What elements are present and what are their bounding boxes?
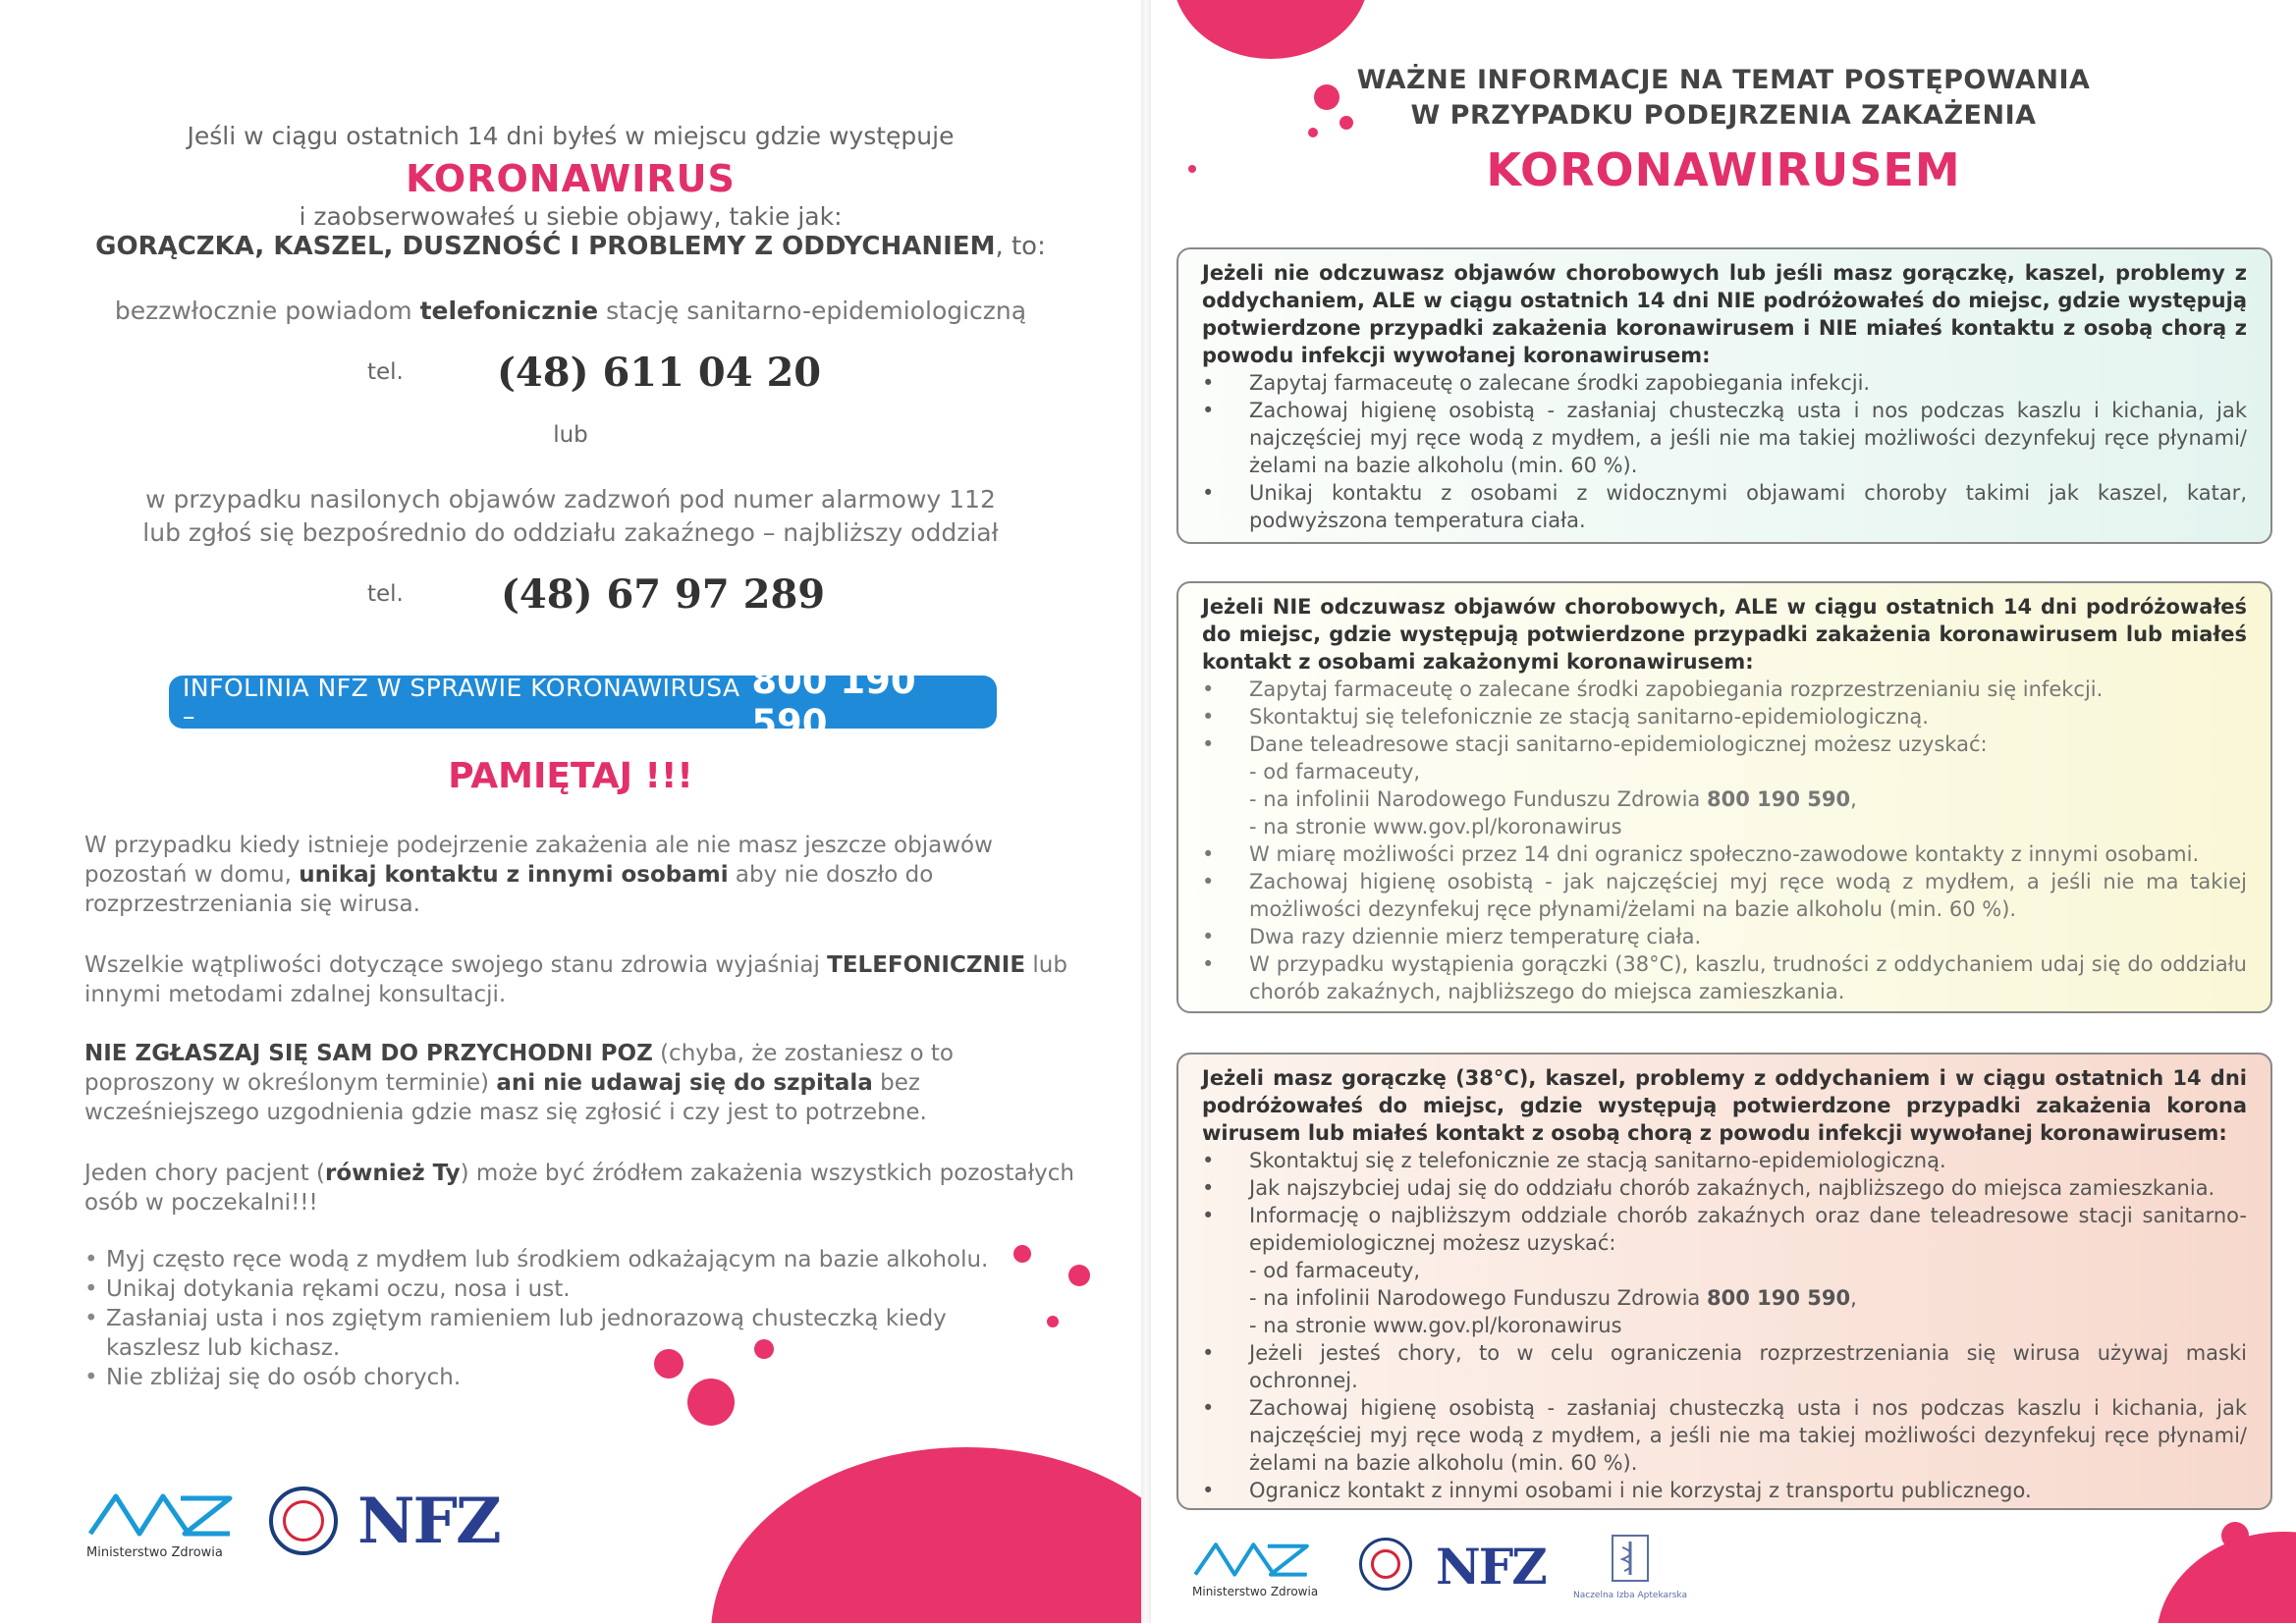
list-item: • Jeżeli jesteś chory, to w celu ograniczenia rozprzestrzeniania się wirusa używaj maski ochronnej.: [1202, 1339, 2247, 1394]
sub-item: [1202, 1284, 2247, 1312]
paragraph-infection-source: [84, 1159, 1086, 1217]
list-item: • Zachowaj higienę osobistą - zasłaniaj chusteczką usta i nos podczas kaszlu i kichania, jak najczęściej myj ręce wodą z mydłem, a jeśli nie ma takiej możliwości dezynfekuj ręce płynami/żelami na bazie alkoholu (min. 60 %).: [1202, 397, 2247, 479]
infoline-number: 800 190 590: [1706, 1286, 1851, 1310]
sub-item: - od farmaceuty,: [1249, 760, 1421, 784]
box-heading: Jeżeli nie odczuwasz objawów chorobowych lub jeśli masz gorączkę, kaszel, problemy z oddychaniem, ALE w ciągu ostatnich 14 dni NIE podróżowałeś do miejsc, gdzie występują potwierdzone przypadki zakażenia koronawirusem i NIE miałeś kontaktu z osobą chorą z powodu infekcji wywołanej koronawirusem:: [1202, 261, 2247, 367]
list-item: • Jak najszybciej udaj się do oddziału chorób zakaźnych, najbliższego do miejsca zamieszkania.: [1202, 1174, 2247, 1202]
info-box-exposure-no-symptoms: [1176, 581, 2272, 1013]
footer-logos: [1192, 1534, 1703, 1612]
sub-text: ,: [1850, 787, 1857, 811]
box-list: [1202, 1147, 2247, 1257]
page-title-line-1: WAŻNE INFORMACJE NA TEMAT POSTĘPOWANIA: [1356, 65, 2091, 95]
symptoms-text: [0, 232, 1141, 261]
symptoms-suffix: , to:: [995, 232, 1046, 261]
p4-text-c: ) może być źródłem zakażenia wszystkich pozostałych osób w poczekalni!!!: [84, 1161, 1074, 1216]
infoline-label: INFOLINIA NFZ W SPRAWIE KORONAWIRUSA –: [183, 674, 740, 730]
info-box-no-exposure: [1176, 247, 2272, 544]
ministry-of-health-label: Ministerstwo Zdrowia: [1192, 1585, 1319, 1598]
list-item: • Ogranicz kontakt z innymi osobami i nie korzystaj z transportu publicznego.: [1202, 1477, 2247, 1504]
nfz-logo: NFZ: [357, 1485, 500, 1558]
severe-text: [0, 483, 1141, 550]
page-title-line-2: W PRZYPADKU PODEJRZENIA ZAKAŻENIA: [1410, 100, 2037, 131]
box-list: [1202, 369, 2247, 534]
list-item: • Zapytaj farmaceutę o zalecane środki zapobiegania infekcji.: [1202, 369, 2247, 397]
remember-heading: PAMIĘTAJ !!!: [448, 756, 693, 796]
list-item: • Unikaj dotykania rękami oczu, nosa i ust.: [84, 1274, 1027, 1304]
caduceus-icon: [1611, 1534, 1650, 1583]
pharmacists-chamber-logo: [1571, 1534, 1689, 1612]
ministry-of-health-logo-icon: [1192, 1534, 1310, 1581]
sanepid-seal-icon: [1359, 1538, 1412, 1591]
p2-text-c: lub innymi metodami zdalnej konsultacji.: [84, 952, 1067, 1007]
phone-number-sanepid: (48) 611 04 20: [497, 350, 822, 396]
infoline-number: 800 190 590: [1706, 787, 1851, 811]
p3-text-a: NIE ZGŁASZAJ SIĘ SAM DO PRZYCHODNI POZ: [84, 1041, 653, 1066]
right-page: [1151, 0, 2296, 1623]
paragraph-phone-consult: [84, 950, 1086, 1009]
list-item: • Informację o najbliższym oddziale chorób zakaźnych oraz dane teleadresowe stacji sanitarno-epidemiologicznej możesz uzyskać:: [1202, 1202, 2247, 1257]
p1-text-a: W przypadku kiedy istnieje podejrzenie zakażenia ale nie masz jeszcze objawów pozostań w domu,: [84, 833, 993, 888]
box-list: [1202, 676, 2247, 758]
sub-item: - od farmaceuty,: [1249, 1259, 1421, 1282]
or-text: lub: [553, 422, 588, 448]
list-item: • Dane teleadresowe stacji sanitarno-epidemiologicznej możesz uzyskać:: [1202, 730, 2247, 758]
list-item: • Zachowaj higienę osobistą - jak najczęściej myj ręce wodą z mydłem, a jeśli nie ma takiej możliwości dezynfekuj ręce płynami/żelami na bazie alkoholu (min. 60 %).: [1202, 868, 2247, 923]
box-list: [1202, 1339, 2247, 1504]
list-item: • W przypadku wystąpienia gorączki (38°C), kaszlu, trudności z oddychaniem udaj się do oddziału chorób zakaźnych, najbliższego do miejsca zamieszkania.: [1202, 950, 2247, 1005]
p3-text-c: ani nie udawaj się do szpitala: [496, 1070, 873, 1096]
page-title-virus: KORONAWIRUSEM: [1486, 143, 1961, 196]
tel-label-2: tel.: [367, 581, 404, 607]
p2-text-a: Wszelkie wątpliwości dotyczące swojego stanu zdrowia wyjaśniaj: [84, 952, 828, 978]
tel-label: tel.: [367, 359, 404, 385]
p4-text-b: również Ty: [325, 1161, 461, 1186]
list-item: • Zachowaj higienę osobistą - zasłaniaj chusteczką usta i nos podczas kaszlu i kichania, jak najczęściej myj ręce wodą z mydłem, a jeśli nie ma takiej możliwości dezynfekuj ręce płynami/żelami na bazie alkoholu (min. 60 %).: [1202, 1394, 2247, 1477]
page-fold: [1141, 0, 1151, 1623]
severe-line-1: w przypadku nasilonych objawów zadzwoń pod numer alarmowy 112: [145, 485, 996, 514]
p1-text-c: aby nie doszło do rozprzestrzeniania się wirusa.: [84, 862, 934, 917]
ministry-of-health-logo-icon: [86, 1483, 234, 1542]
sanepid-seal-icon: [269, 1487, 338, 1555]
ministry-of-health-label: Ministerstwo Zdrowia: [86, 1545, 223, 1560]
list-item: • Skontaktuj się telefonicznie ze stacją sanitarno-epidemiologiczną.: [1202, 703, 2247, 730]
list-item: • Zasłaniaj usta i nos zgiętym ramieniem lub jednorazową chusteczką kiedy kaszlesz lub kichasz.: [84, 1304, 1027, 1363]
sub-item: - na stronie www.gov.pl/koronawirus: [1249, 1314, 1622, 1337]
virus-heading: KORONAWIRUS: [406, 157, 736, 200]
list-item: • Myj często ręce wodą z mydłem lub środkiem odkażającym na bazie alkoholu.: [84, 1245, 1027, 1274]
decor-blob: [2157, 1532, 2296, 1623]
list-item: • Skontaktuj się z telefonicznie ze stacją sanitarno-epidemiologiczną.: [1202, 1147, 2247, 1174]
phone-number-hospital: (48) 67 97 289: [501, 571, 826, 618]
severe-line-2: lub zgłoś się bezpośrednio do oddziału zakaźnego – najbliższy oddział: [142, 518, 999, 547]
sub-item: [1202, 785, 2247, 813]
nfz-infoline-bar: [169, 660, 997, 744]
decor-blob: [711, 1447, 1141, 1623]
list-item: • W miarę możliwości przez 14 dni ogranicz społeczno-zawodowe kontakty z innymi osobami.: [1202, 840, 2247, 868]
left-page: [0, 0, 1141, 1623]
sub-text: ,: [1850, 1286, 1857, 1310]
notify-text: [0, 297, 1141, 325]
box-list: [1202, 840, 2247, 1005]
list-item: • Unikaj kontaktu z osobami z widocznymi objawami choroby takimi jak kaszel, katar, podwyższona temperatura ciała.: [1202, 479, 2247, 534]
sub-text: - na infolinii Narodowego Funduszu Zdrowia: [1249, 787, 1707, 811]
sub-item: - na stronie www.gov.pl/koronawirus: [1249, 815, 1622, 839]
paragraph-quarantine: [84, 831, 1086, 919]
symptoms-list: GORĄCZKA, KASZEL, DUSZNOŚĆ I PROBLEMY Z ODDYCHANIEM: [95, 232, 996, 261]
notify-pre: bezzwłocznie powiadom: [114, 297, 420, 325]
decor-dot: [1047, 1316, 1059, 1327]
list-item: • Zapytaj farmaceutę o zalecane środki zapobiegania rozprzestrzenianiu się infekcji.: [1202, 676, 2247, 703]
decor-blob: [1173, 0, 1369, 59]
hygiene-tips-list: [84, 1245, 1027, 1392]
observed-text: i zaobserwowałeś u siebie objawy, takie jak:: [299, 202, 843, 231]
list-item: • Nie zbliżaj się do osób chorych.: [84, 1363, 1027, 1392]
box-heading: Jeżeli NIE odczuwasz objawów chorobowych, ALE w ciągu ostatnich 14 dni podróżowałeś do miejsc, gdzie występują potwierdzone przypadki zakażenia koronawirusem lub miałeś kontakt z osobami zakażonymi koronawirusem:: [1202, 595, 2247, 674]
p1-text-b: unikaj kontaktu z innymi osobami: [299, 862, 729, 888]
notify-post: stację sanitarno-epidemiologiczną: [598, 297, 1027, 325]
sub-text: - na infolinii Narodowego Funduszu Zdrowia: [1249, 1286, 1707, 1310]
footer-logos: [86, 1483, 558, 1571]
list-item: • Dwa razy dziennie mierz temperaturę ciała.: [1202, 923, 2247, 950]
decor-dot: [1068, 1265, 1090, 1286]
box-heading: Jeżeli masz gorączkę (38°C), kaszel, problemy z oddychaniem i w ciągu ostatnich 14 dni podróżowałeś do miejsc, gdzie występują potwierdzone przypadki zakażenia korona wirusem lub miałeś kontakt z osobą chorą z powodu infekcji wywołanej koronawirusem:: [1202, 1066, 2247, 1145]
p4-text-a: Jeden chory pacjent (: [84, 1161, 326, 1186]
infoline-number: 800 190 590: [751, 660, 916, 744]
info-box-exposure-with-symptoms: [1176, 1053, 2272, 1510]
p3-text-b: (chyba, że zostaniesz o to poproszony w określonym terminie): [84, 1041, 954, 1096]
p3-text-d: bez wcześniejszego uzgodnienia gdzie masz się zgłosić i czy jest to potrzebne.: [84, 1070, 927, 1125]
nfz-logo: NFZ: [1436, 1538, 1546, 1596]
pharmacists-chamber-label: Naczelna Izba Aptekarska: [1573, 1591, 1687, 1600]
p2-text-b: TELEFONICZNIE: [827, 952, 1026, 978]
paragraph-no-clinic: [84, 1039, 1086, 1127]
notify-bold: telefonicznie: [419, 297, 599, 325]
intro-text: Jeśli w ciągu ostatnich 14 dni byłeś w miejscu gdzie występuje: [187, 122, 955, 150]
